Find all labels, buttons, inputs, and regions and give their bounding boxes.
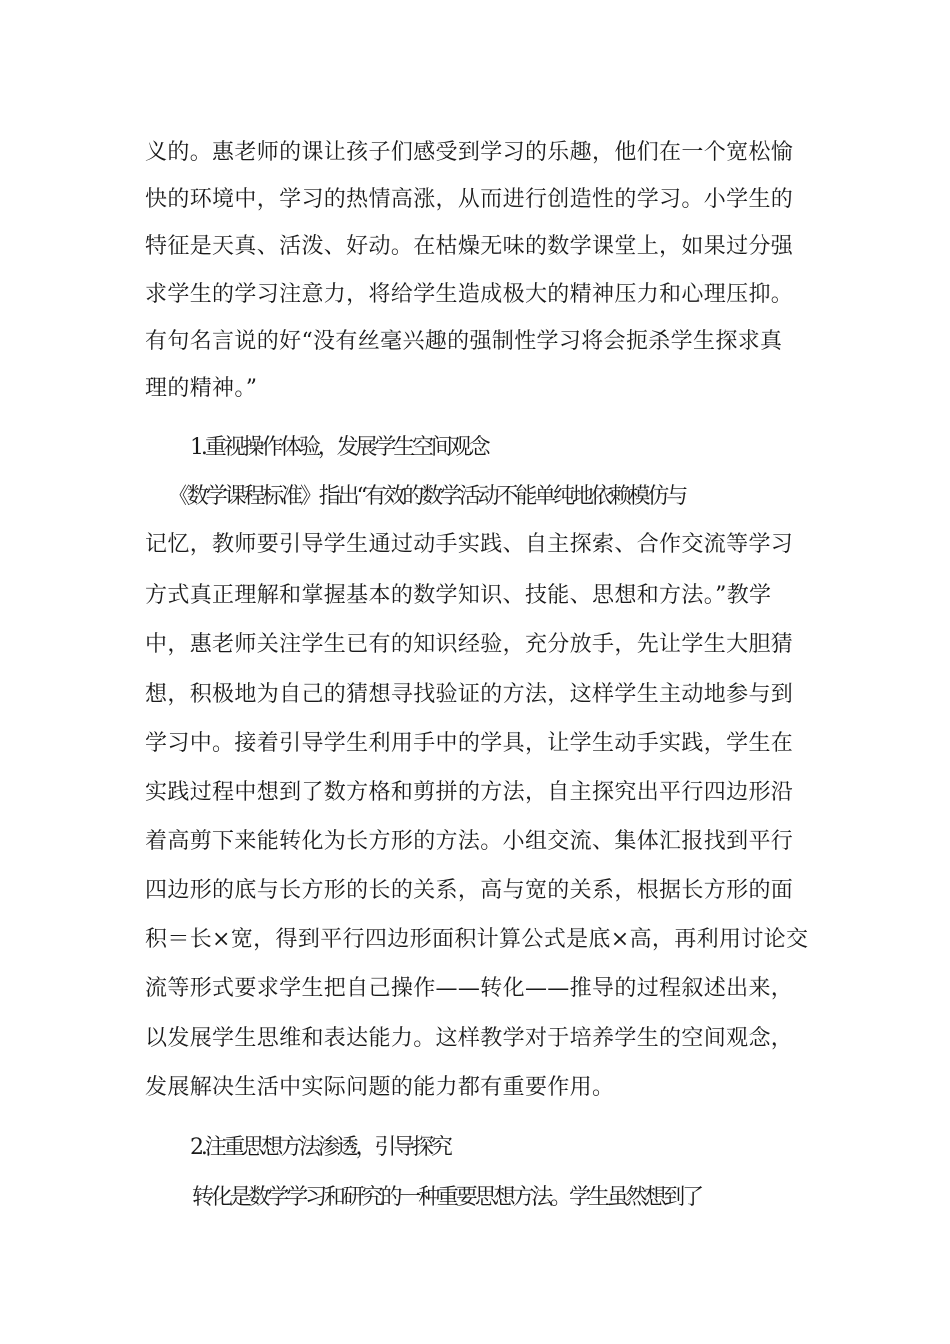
text-line: 快的环境中，学习的热情高涨，从而进行创造性的学习。小学生的	[145, 187, 794, 212]
text-line: 实践过程中想到了数方格和剪拼的方法，自主探究出平行四边形沿	[145, 780, 794, 805]
text-line: 发展解决生活中实际问题的能力都有重要作用。	[145, 1075, 615, 1100]
text-line: 记忆，教师要引导学生通过动手实践、自主探索、合作交流等学习	[145, 532, 794, 557]
text-line: 流等形式要求学生把自己操作——转化——推导的过程叙述出来，	[145, 976, 794, 1001]
text-line: 有句名言说的好“没有丝毫兴趣的强制性学习将会扼杀学生探求真	[145, 329, 783, 354]
section-heading-1: 1.重视操作体验，发展学生空间观念	[190, 435, 488, 460]
text-line: 义的。惠老师的课让孩子们感受到学习的乐趣，他们在一个宽松愉	[145, 140, 794, 165]
text-line: 想，积极地为自己的猜想寻找验证的方法，这样学生主动地参与到	[145, 682, 794, 707]
text-line: 特征是天真、活泼、好动。在枯燥无味的数学课堂上，如果过分强	[145, 234, 794, 259]
text-line: 《数学课程标准》指出“有效的数学活动不能单纯地依赖模仿与	[168, 484, 686, 509]
text-line: 学习中。接着引导学生利用手中的学具，让学生动手实践，学生在	[145, 731, 794, 756]
text-line: 求学生的学习注意力，将给学生造成极大的精神压力和心理压抑。	[145, 282, 794, 307]
text-line: 四边形的底与长方形的长的关系，高与宽的关系，根据长方形的面	[145, 878, 794, 903]
text-line: 转化是数学学习和研究的一种重要思想方法。学生虽然想到了	[192, 1185, 701, 1210]
text-line: 着高剪下来能转化为长方形的方法。小组交流、集体汇报找到平行	[145, 829, 794, 854]
text-line: 中，惠老师关注学生已有的知识经验，充分放手，先让学生大胆猜	[145, 632, 794, 657]
section-heading-2: 2.注重思想方法渗透，引导探究	[190, 1135, 450, 1160]
text-line: 以发展学生思维和表达能力。这样教学对于培养学生的空间观念，	[145, 1026, 794, 1051]
text-line: 理的精神。”	[145, 376, 258, 401]
text-line: 积＝长×宽，得到平行四边形面积计算公式是底×高，再利用讨论交	[145, 927, 809, 952]
text-line: 方式真正理解和掌握基本的数学知识、技能、思想和方法。”教学	[145, 583, 772, 608]
